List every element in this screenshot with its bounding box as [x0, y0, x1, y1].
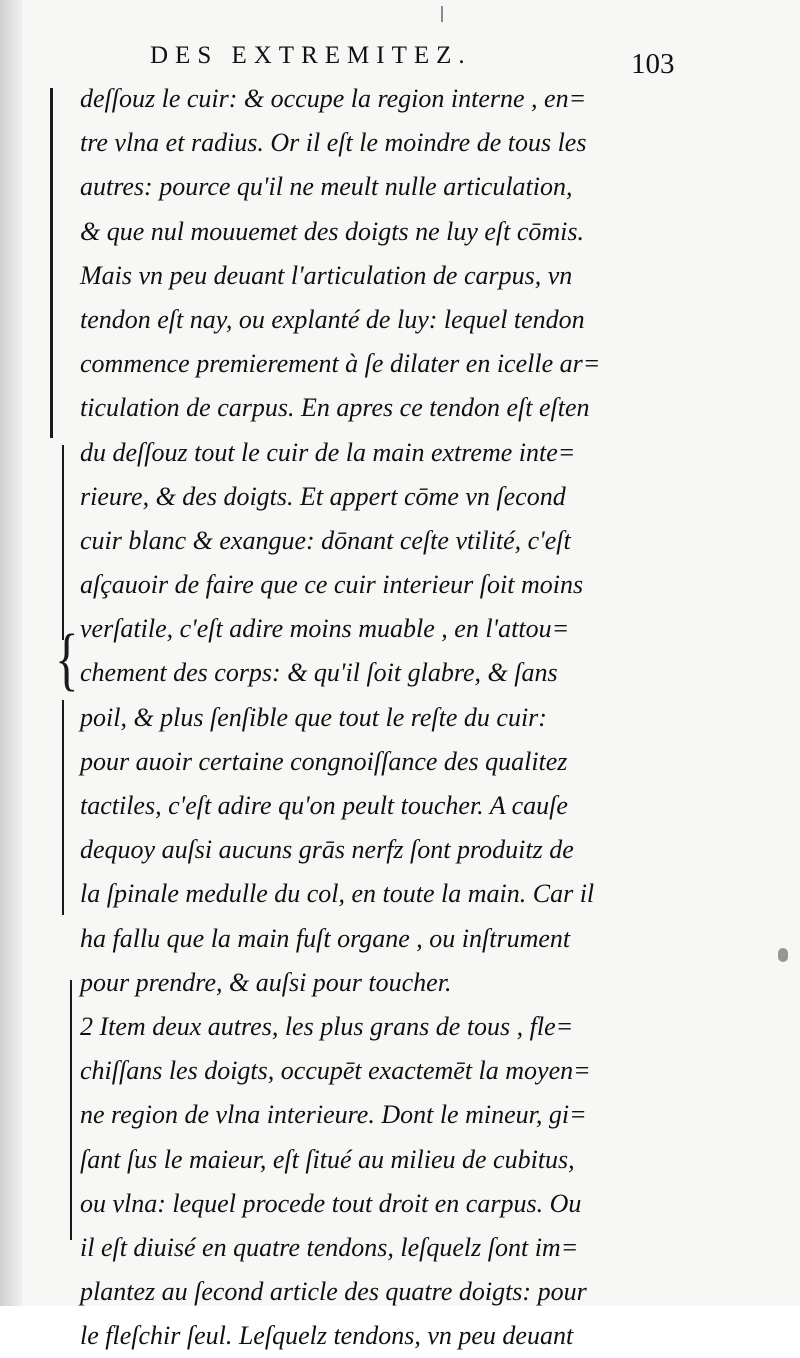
- text-line: & que nul mouuemet des doigts ne luy eſt cōmis.: [80, 216, 585, 246]
- margin-line-4: [70, 980, 72, 1240]
- text-line: deſſouz le cuir: & occupe la region interne , en=: [80, 84, 587, 113]
- body-text: [80, 77, 690, 1358]
- text-line: commence premierement à ſe dilater en icelle ar=: [80, 349, 601, 379]
- ink-smudge: [778, 948, 788, 962]
- text-line: 2 Item deux autres, les plus grans de tous , fle=: [80, 1011, 574, 1041]
- text-line: autres: pource qu'il ne meult nulle articulation,: [80, 172, 573, 202]
- margin-line-2: [62, 445, 64, 640]
- text-line: plantez au ſecond article des quatre doigts: pour: [80, 1277, 587, 1307]
- margin-line-3: [62, 700, 64, 915]
- text-line: ou vlna: lequel procede tout droit en carpus. Ou: [80, 1188, 582, 1218]
- page-number: 103: [631, 48, 675, 80]
- text-line: verſatile, c'eſt adire moins muable , en l'attou=: [80, 614, 570, 644]
- text-line: tendon eſt nay, ou explanté de luy: lequel tendon: [80, 304, 585, 334]
- running-head: DES EXTREMITEZ.: [150, 42, 472, 69]
- text-line: tactiles, c'eſt adire qu'on peult toucher. A cauſe: [80, 791, 568, 820]
- text-line: cuir blanc & exangue: dōnant ceſte vtilité, c'eſt: [80, 525, 571, 555]
- margin-brace: {: [55, 621, 79, 698]
- text-line: ne region de vlna interieure. Dont le mineur, gi=: [80, 1100, 587, 1130]
- text-line: aſçauoir de faire que ce cuir interieur ſoit moins: [80, 570, 584, 600]
- text-line: chiſſans les doigts, occupēt exactemēt la moyen=: [80, 1056, 591, 1086]
- text-line: du deſſouz tout le cuir de la main extreme inte=: [80, 437, 576, 467]
- text-line: la ſpinale medulle du col, en toute la main. Car il: [80, 879, 595, 909]
- text-line: ſant ſus le maieur, eſt ſitué au milieu de cubitus,: [80, 1144, 575, 1174]
- gutter-shadow: [0, 0, 22, 1306]
- text-line: le fleſchir ſeul. Leſquelz tendons, vn peu deuant: [80, 1321, 574, 1351]
- text-line: tre vlna et radius. Or il eſt le moindre de tous les: [80, 128, 587, 158]
- text-line: poil, & plus ſenſible que tout le reſte du cuir:: [80, 702, 547, 732]
- text-line: rieure, & des doigts. Et appert cōme vn ſecond: [80, 481, 566, 511]
- binding-mark: [441, 6, 443, 22]
- text-line: ha fallu que la main fuſt organe , ou inſtrument: [80, 923, 571, 953]
- margin-line-1: [50, 88, 53, 438]
- text-line: ticulation de carpus. En apres ce tendon eſt eſten: [80, 393, 590, 423]
- text-line: dequoy auſsi aucuns grās nerfz ſont produitz de: [80, 835, 574, 865]
- text-line: il eſt diuisé en quatre tendons, leſquelz ſont im=: [80, 1232, 579, 1262]
- text-line: pour auoir certaine congnoiſſance des qualitez: [80, 746, 568, 776]
- text-line: Mais vn peu deuant l'articulation de carpus, vn: [80, 260, 573, 290]
- text-line: chement des corps: & qu'il ſoit glabre, & ſans: [80, 658, 558, 688]
- text-line: pour prendre, & auſsi pour toucher.: [80, 967, 452, 997]
